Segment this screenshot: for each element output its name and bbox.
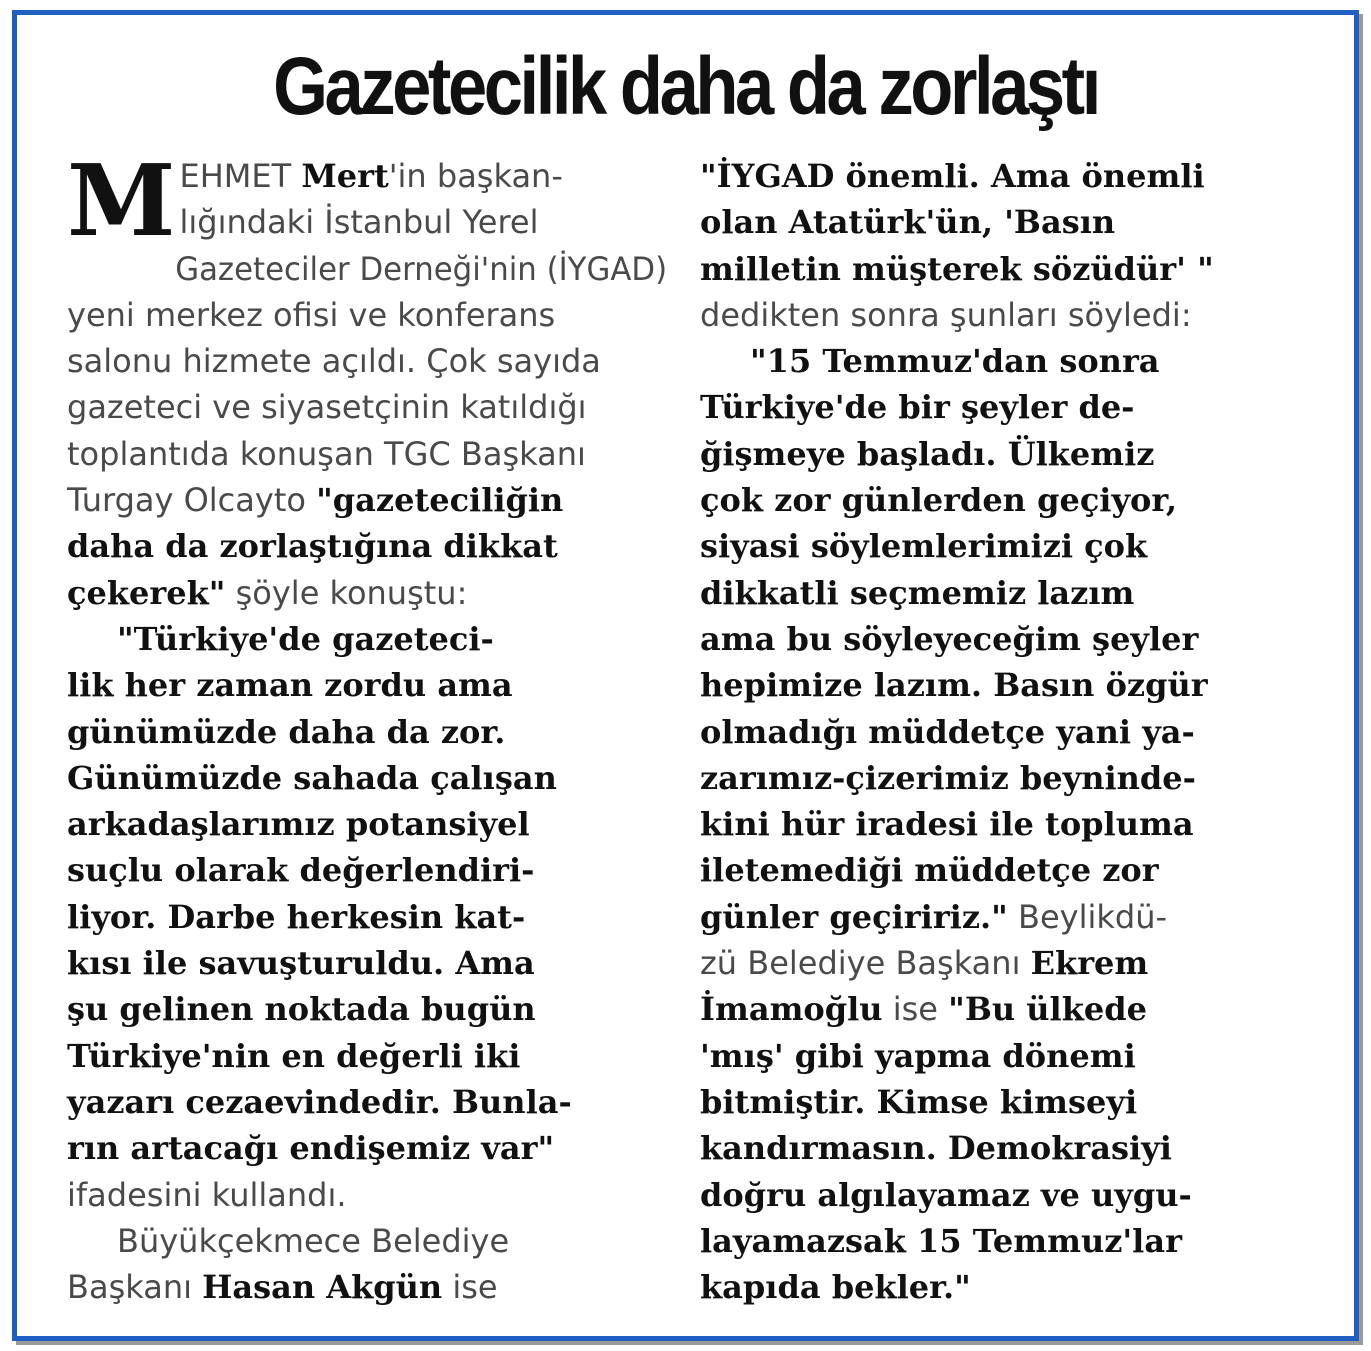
right-column-text-segment: milletin müşterek sözüdür' " xyxy=(700,249,1214,288)
right-column-line xyxy=(700,338,1320,384)
left-column-line xyxy=(67,1218,667,1264)
right-column-text-segment: Ekrem xyxy=(1030,944,1149,983)
left-column-text-segment: günümüzde daha da zor. xyxy=(67,712,506,751)
right-column-text-segment: dedikten sonra şunları söyledi: xyxy=(700,295,1192,334)
right-column-line xyxy=(700,1218,1320,1264)
left-column-line xyxy=(67,847,667,893)
left-column-text-segment: ise xyxy=(442,1268,498,1307)
left-column-text-segment: "gazeteciliğin xyxy=(316,481,564,520)
left-column-text-segment: çekerek" xyxy=(67,573,226,612)
right-column-text-segment: olmadığı müddetçe yani ya- xyxy=(700,712,1195,751)
left-column-line xyxy=(67,662,667,708)
right-column-line xyxy=(700,801,1320,847)
left-column-text-segment: 'in başkan- xyxy=(388,157,563,195)
left-column-text-segment: ifadesini kullandı. xyxy=(67,1175,347,1214)
right-column-line xyxy=(700,1264,1320,1310)
article-frame xyxy=(12,10,1359,1341)
right-column-line xyxy=(700,1172,1320,1218)
right-column-text-segment: ise xyxy=(882,990,949,1029)
right-column-line xyxy=(700,1079,1320,1125)
left-column-text-segment: arkadaşlarımız potansiyel xyxy=(67,805,530,844)
left-column-text-segment: gazeteci ve siyasetçinin katıldığı xyxy=(67,388,587,427)
right-column-line xyxy=(700,709,1320,755)
right-column-text-segment: layamazsak 15 Temmuz'lar xyxy=(700,1221,1182,1260)
left-column-line xyxy=(67,1125,667,1171)
right-column-line xyxy=(700,199,1320,245)
right-column-text-segment: kandırmasın. Demokrasiyi xyxy=(700,1129,1172,1168)
right-column-text-segment: dikkatli seçmemiz lazım xyxy=(700,573,1135,612)
right-column-text-segment: günler geçiririz." xyxy=(700,897,1008,936)
left-column-text-segment: lığındaki İstanbul Yerel xyxy=(179,203,539,242)
right-column-text-segment: kapıda bekler." xyxy=(700,1268,971,1307)
right-column-line xyxy=(700,431,1320,477)
right-column-text-segment: zarımız-çizerimiz beyninde- xyxy=(700,758,1196,797)
right-column-text-segment: 'mış' gibi yapma dönemi xyxy=(700,1036,1136,1075)
left-column-text-segment: toplantıda konuşan TGC Başkanı xyxy=(67,434,586,473)
right-column-line xyxy=(700,153,1320,199)
left-column-text-segment: salonu hizmete açıldı. Çok sayıda xyxy=(67,342,601,381)
left-column-line xyxy=(67,1033,667,1079)
right-column-text-segment: "Bu ülkede xyxy=(948,990,1147,1029)
right-column-text-segment: çok zor günlerden geçiyor, xyxy=(700,481,1178,520)
right-column-line xyxy=(700,755,1320,801)
left-column-line xyxy=(67,292,667,338)
left-column-line xyxy=(67,986,667,1032)
right-column-text-segment: kini hür iradesi ile topluma xyxy=(700,805,1194,844)
left-column-text-segment: Hasan Akgün xyxy=(202,1268,443,1307)
right-column-line xyxy=(700,940,1320,986)
left-column-line xyxy=(67,940,667,986)
left-column-line xyxy=(67,246,668,292)
right-column-text-segment: iletemediği müddetçe zor xyxy=(700,851,1159,890)
right-column-line xyxy=(700,384,1320,430)
left-column-text-segment: kısı ile savuşturuldu. Ama xyxy=(67,944,535,983)
left-column-text-segment: Gazeteciler Derneği'nin (İYGAD) xyxy=(175,249,668,288)
left-column-line xyxy=(67,801,667,847)
left-column-text-segment: Türkiye'nin en değerli iki xyxy=(67,1036,521,1075)
right-column-text-segment: siyasi söylemlerimizi çok xyxy=(700,527,1148,566)
right-column-text-segment: İmamoğlu xyxy=(700,990,883,1029)
right-column-line xyxy=(700,847,1320,893)
left-column-text-segment: lik her zaman zordu ama xyxy=(67,666,513,705)
right-column-text-segment: hepimize lazım. Basın özgür xyxy=(700,666,1208,705)
right-column-line xyxy=(700,292,1320,338)
left-column-text-segment: Başkanı xyxy=(67,1268,203,1307)
left-column-line xyxy=(67,1264,667,1310)
left-column-text-segment: şu gelinen noktada bugün xyxy=(67,990,536,1029)
left-column-line xyxy=(67,755,667,801)
left-column-text-segment: daha da zorlaştığına dikkat xyxy=(67,527,558,566)
drop-cap: M xyxy=(67,144,176,259)
right-column-line xyxy=(700,570,1320,616)
left-column-line xyxy=(67,338,667,384)
right-column-text-segment: ama bu söyleyeceğim şeyler xyxy=(700,619,1199,658)
right-column-text-segment: bitmiştir. Kimse kimseyi xyxy=(700,1082,1138,1121)
left-column-text-segment: yeni merkez ofisi ve konferans xyxy=(67,295,556,334)
right-column-text xyxy=(700,153,1320,1310)
left-column-line xyxy=(67,431,667,477)
right-column-line xyxy=(700,246,1320,292)
right-column-text-segment: olan Atatürk'ün, 'Basın xyxy=(700,203,1116,242)
left-column-line xyxy=(67,894,667,940)
right-column-line xyxy=(700,1033,1320,1079)
left-column-line xyxy=(67,523,667,569)
headline: Gazetecilik daha da zorlaştı xyxy=(273,41,1098,132)
left-column-text-segment: yazarı cezaevindedir. Bunla- xyxy=(67,1082,572,1121)
left-column-line xyxy=(67,709,667,755)
left-column-text-segment: Günümüzde sahada çalışan xyxy=(67,758,557,797)
left-column-text-segment: liyor. Darbe herkesin kat- xyxy=(67,897,526,936)
right-column-text-segment: Türkiye'de bir şeyler de- xyxy=(700,388,1135,427)
right-column-text-segment: zü Belediye Başkanı xyxy=(700,944,1031,983)
left-column-text-segment: Turgay Olcayto xyxy=(67,481,317,520)
right-column-line xyxy=(700,662,1320,708)
left-column-text-segment: EHMET xyxy=(179,157,302,195)
right-column-text-segment: "İYGAD önemli. Ama önemli xyxy=(700,157,1205,195)
left-column-text-segment: suçlu olarak değerlendiri- xyxy=(67,851,535,890)
left-column-line xyxy=(67,616,667,662)
right-column-line xyxy=(700,616,1320,662)
left-column xyxy=(67,144,668,1310)
left-column-text-segment: Mert xyxy=(301,157,389,195)
left-column-text-segment: "Türkiye'de gazeteci- xyxy=(117,619,494,658)
right-column xyxy=(700,153,1320,1310)
right-column-line xyxy=(700,523,1320,569)
left-column-line xyxy=(67,1079,667,1125)
right-column-line xyxy=(700,894,1320,940)
left-column-text xyxy=(67,144,668,1310)
left-column-text-segment: rın artacağı endişemiz var" xyxy=(67,1129,555,1168)
right-column-text-segment: "15 Temmuz'dan sonra xyxy=(750,342,1160,381)
left-column-text-segment: şöyle konuştu: xyxy=(225,573,468,612)
right-column-line xyxy=(700,986,1320,1032)
left-column-text-segment: Büyükçekmece Belediye xyxy=(117,1221,510,1260)
left-column-line xyxy=(67,477,667,523)
right-column-line xyxy=(700,477,1320,523)
right-column-text-segment: doğru algılayamaz ve uygu- xyxy=(700,1175,1192,1214)
left-column-line xyxy=(67,570,667,616)
left-column-line xyxy=(67,1172,667,1218)
right-column-text-segment: ğişmeye başladı. Ülkemiz xyxy=(700,434,1155,473)
right-column-text-segment: Beylikdü- xyxy=(1007,897,1168,936)
left-column-line xyxy=(67,384,667,430)
right-column-line xyxy=(700,1125,1320,1171)
